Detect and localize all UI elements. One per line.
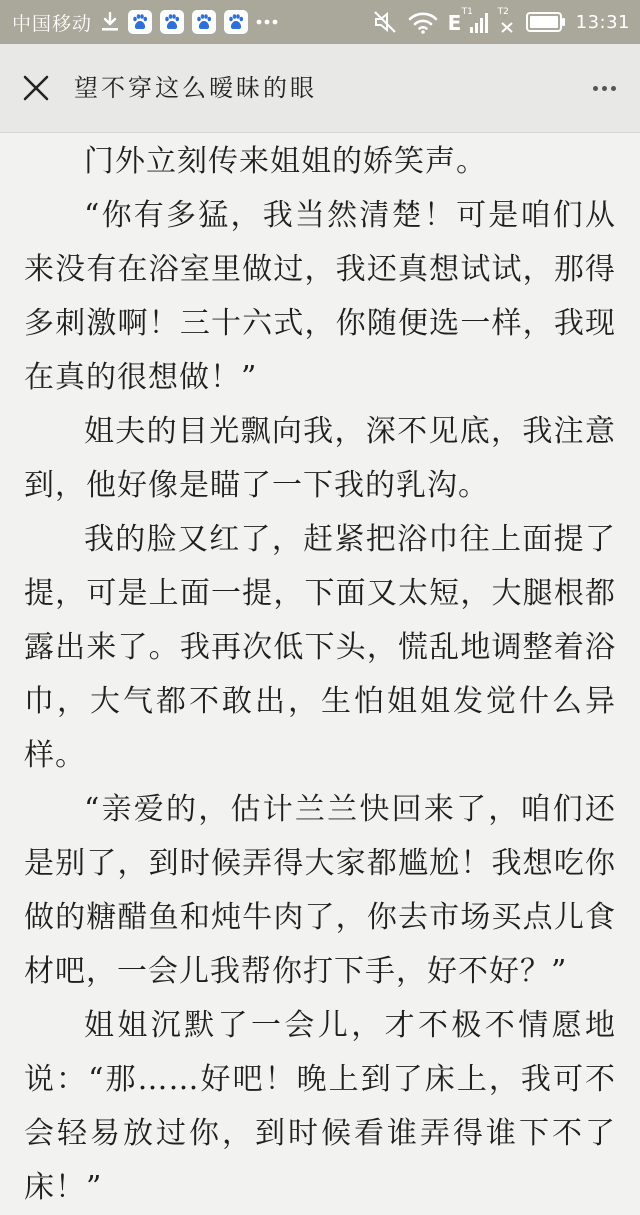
signal-icon bbox=[448, 7, 488, 37]
more-options-icon bbox=[593, 86, 598, 91]
status-bar bbox=[0, 0, 640, 44]
article-paragraph: “你有多猛，我当然清楚！可是咱们从来没有在浴室里做过，我还真想试试，那得多刺激啊！三十六式，你随便选一样，我现在真的很想做！” bbox=[24, 198, 616, 395]
sim2-label: T2 bbox=[497, 7, 509, 17]
more-notifications-icon bbox=[256, 18, 278, 26]
baidu-app-icon bbox=[160, 10, 184, 34]
sim1-label: T1 bbox=[461, 7, 473, 17]
status-bar-left bbox=[12, 0, 278, 44]
page-title: 望不穿这么暧昧的眼 bbox=[74, 74, 317, 102]
article-paragraph: 我的脸又红了，赶紧把浴巾往上面提了提，可是上面一提，下面又太短，大腿根都露出来了。我再次低下头，慌乱地调整着浴巾，大气都不敢出，生怕姐姐发觉什么异样。 bbox=[24, 522, 616, 773]
article-paragraph: “亲爱的，估计兰兰快回来了，咱们还是别了，到时候弄得大家都尴尬！我想吃你做的糖醋鱼和炖牛肉了，你去市场买点儿食材吧，一会儿我帮你打下手，好不好？” bbox=[24, 792, 616, 989]
carrier-name: 中国移动 bbox=[12, 12, 93, 35]
status-time: 13:31 bbox=[575, 11, 630, 33]
wifi-icon bbox=[408, 10, 438, 34]
navigation-bar bbox=[0, 44, 640, 133]
article-paragraph: 门外立刻传来姐姐的娇笑声。 bbox=[84, 144, 487, 179]
baidu-app-icon bbox=[128, 10, 152, 34]
article-paragraph: 姐姐沉默了一会儿，才不极不情愿地说：“那……好吧！晚上到了床上，我可不会轻易放过你，到时候看谁弄得谁下不了床！” bbox=[24, 1008, 616, 1205]
more-options-button[interactable] bbox=[582, 66, 626, 110]
battery-icon bbox=[526, 11, 566, 33]
mute-icon bbox=[372, 9, 398, 35]
close-icon bbox=[22, 74, 50, 102]
baidu-app-icon bbox=[224, 10, 248, 34]
status-bar-right bbox=[372, 0, 630, 44]
network-type-label: E bbox=[447, 11, 462, 35]
close-button[interactable] bbox=[14, 66, 58, 110]
article-body[interactable] bbox=[24, 133, 616, 1205]
signal-icon bbox=[498, 7, 516, 37]
download-icon bbox=[100, 11, 120, 33]
article-paragraph: 姐夫的目光飘向我，深不见底，我注意到，他好像是瞄了一下我的乳沟。 bbox=[24, 414, 616, 503]
baidu-app-icon bbox=[192, 10, 216, 34]
